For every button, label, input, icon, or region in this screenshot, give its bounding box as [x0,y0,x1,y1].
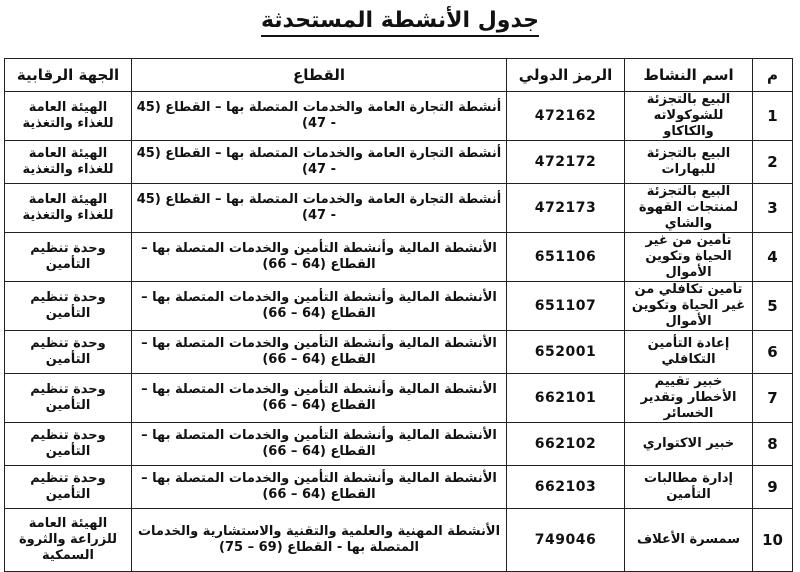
header-sector: القطاع [132,59,507,92]
table-row [5,423,793,466]
table-row [5,331,793,374]
cell-code: 662101 [507,374,625,423]
cell-num: 9 [753,466,793,509]
header-code: الرمز الدولي [507,59,625,92]
cell-sector: الأنشطة المالية وأنشطة التأمين والخدمات المتصلة بها – القطاع (64 – 66) [132,233,507,282]
cell-code: 749046 [507,509,625,572]
cell-code: 651107 [507,282,625,331]
page-title [0,8,800,33]
cell-sector: الأنشطة المهنية والعلمية والتقنية والاستشارية والخدمات المتصلة بها - القطاع (69 – 75) [132,509,507,572]
cell-num: 1 [753,92,793,141]
cell-code: 662103 [507,466,625,509]
cell-activity: إعادة التأمين التكافلي [625,331,753,374]
cell-num: 4 [753,233,793,282]
cell-authority: وحدة تنظيم التأمين [5,233,132,282]
cell-authority: وحدة تنظيم التأمين [5,282,132,331]
header-activity: اسم النشاط [625,59,753,92]
cell-num: 8 [753,423,793,466]
cell-code: 472162 [507,92,625,141]
table-row [5,466,793,509]
cell-sector: أنشطة التجارة العامة والخدمات المتصلة بها – القطاع (45 - 47) [132,141,507,184]
cell-code: 472172 [507,141,625,184]
cell-sector: الأنشطة المالية وأنشطة التأمين والخدمات المتصلة بها – القطاع (64 – 66) [132,466,507,509]
cell-sector: أنشطة التجارة العامة والخدمات المتصلة بها – القطاع (45 - 47) [132,92,507,141]
cell-authority: وحدة تنظيم التأمين [5,374,132,423]
cell-activity: البيع بالتجزئة لمنتجات القهوة والشاي [625,184,753,233]
cell-sector: أنشطة التجارة العامة والخدمات المتصلة بها – القطاع (45 - 47) [132,184,507,233]
cell-authority: الهيئة العامة للغذاء والتغذية [5,92,132,141]
table-row [5,184,793,233]
header-authority: الجهة الرقابية [5,59,132,92]
cell-authority: الهيئة العامة للزراعة والثروة السمكية [5,509,132,572]
cell-authority: وحدة تنظيم التأمين [5,423,132,466]
cell-code: 472173 [507,184,625,233]
table-row [5,233,793,282]
cell-sector: الأنشطة المالية وأنشطة التأمين والخدمات المتصلة بها – القطاع (64 – 66) [132,331,507,374]
cell-activity: تأمين من غير الحياة وتكوين الأموال [625,233,753,282]
cell-sector: الأنشطة المالية وأنشطة التأمين والخدمات المتصلة بها – القطاع (64 – 66) [132,423,507,466]
table-row [5,282,793,331]
cell-authority: الهيئة العامة للغذاء والتغذية [5,184,132,233]
cell-code: 652001 [507,331,625,374]
cell-activity: تأمين تكافلي من غير الحياة وتكوين الأموال [625,282,753,331]
cell-num: 10 [753,509,793,572]
cell-activity: إدارة مطالبات التأمين [625,466,753,509]
table-row [5,509,793,572]
cell-num: 3 [753,184,793,233]
cell-authority: الهيئة العامة للغذاء والتغذية [5,141,132,184]
cell-activity: خبير الاكتواري [625,423,753,466]
page-title-text: جدول الأنشطة المستحدثة [261,8,539,37]
header-num: م [753,59,793,92]
cell-num: 5 [753,282,793,331]
cell-sector: الأنشطة المالية وأنشطة التأمين والخدمات المتصلة بها – القطاع (64 – 66) [132,282,507,331]
table-row [5,374,793,423]
cell-activity: سمسرة الأعلاف [625,509,753,572]
cell-num: 6 [753,331,793,374]
cell-code: 662102 [507,423,625,466]
cell-activity: خبير تقييم الأخطار وتقدير الخسائر [625,374,753,423]
cell-authority: وحدة تنظيم التأمين [5,466,132,509]
cell-authority: وحدة تنظيم التأمين [5,331,132,374]
cell-num: 2 [753,141,793,184]
table-row [5,141,793,184]
cell-num: 7 [753,374,793,423]
cell-sector: الأنشطة المالية وأنشطة التأمين والخدمات المتصلة بها – القطاع (64 – 66) [132,374,507,423]
table-row [5,92,793,141]
cell-code: 651106 [507,233,625,282]
activities-table [4,58,793,572]
cell-activity: البيع بالتجزئة للبهارات [625,141,753,184]
table-header-row [5,59,793,92]
cell-activity: البيع بالتجزئة للشوكولاته والكاكاو [625,92,753,141]
